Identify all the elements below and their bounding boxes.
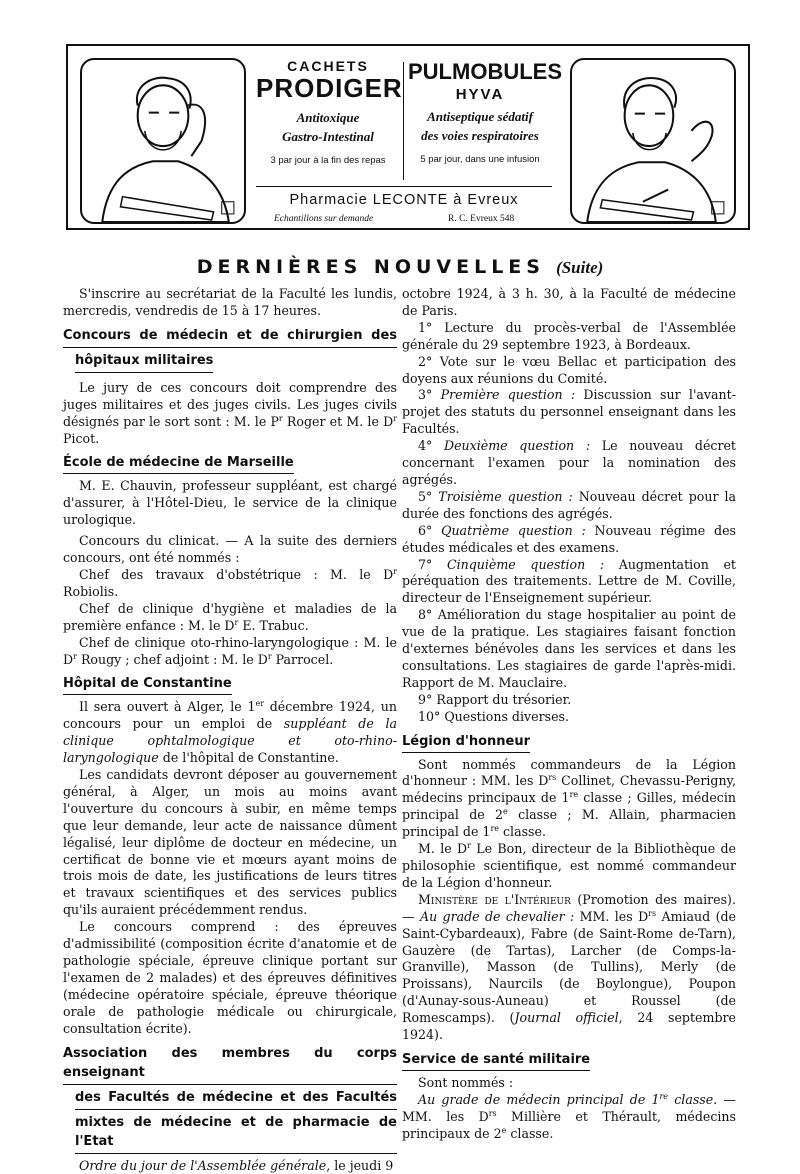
heading-marseille: École de médecine de Marseille xyxy=(63,453,397,474)
pharmacy-name: Pharmacie LECONTE à Evreux xyxy=(289,192,519,208)
heading-constantine: Hôpital de Constantine xyxy=(63,674,397,695)
title-suite: (Suite) xyxy=(556,258,604,277)
ad-divider xyxy=(403,62,404,180)
item-3: 3° Première question : Discussion sur l'avant-projet des statuts du personnel enseignant dans les Facultés. xyxy=(402,387,736,437)
right-column xyxy=(402,286,736,1143)
ministere-paragraph: Ministère de l'Intérieur (Promotion des maires). — Au grade de chevalier : MM. les $D^{rs}$ Amiaud (de Saint-Cybardeaux), Fabre (de Saint-Rome de-Tarn), Gauzère (de Tartas), Larcher (de Comps-la-Granville), Masson (de Tullins), Merly (de Proissans), Naurcils (de Boylongue), Poupon (d'Aunay-sous-Auneau) et Roussel (de Romescamps). (Journal officiel, 24 septembre 1924). xyxy=(402,891,737,1043)
advertisement-banner xyxy=(66,44,750,230)
item-6: 6° Quatrième question : Nouveau régime des études médicales et des examens. xyxy=(402,522,736,555)
item-1: 1° Lecture du procès-verbal de l'Assemblée générale du 29 septembre 1923, à Bordeaux. xyxy=(402,319,736,352)
pulmobules-line2: des voies respiratoires xyxy=(421,128,539,143)
samples-note: Echantillons sur demande xyxy=(274,214,374,224)
left-column xyxy=(63,286,397,1174)
heading-sante: Service de santé militaire xyxy=(402,1050,736,1071)
legion-paragraph-1: Sont nommés commandeurs de la Légion d'honneur : MM. les $D^{rs}$ Collinet, Chevassu-Perigny, médecins principaux de 1re classe ; Gilles, médecin principal de 2e classe ; M. Allain, pharmacien principal de 1re classe. xyxy=(402,756,737,840)
candidats-paragraph: Les candidats devront déposer au gouvernement général, à Alger, un mois au moins avant l'ouverture du concours à subir, en même temps que leur demande, leur acte de naissance dûment légalisé, leur diplôme de docteur en médecine, un certificat de bonne vie et mœurs ayant moins de trois mois de date, les justifications de leurs titres et travaux scientifiques et des services publics qu'ils auraient précédemment rendus. xyxy=(63,767,397,918)
prodiger-line2: Gastro-Intestinal xyxy=(282,129,374,144)
doctor-illustration-icon xyxy=(82,60,244,222)
chef-orl: Chef de clinique oto-rhino-laryngologique : M. le $D^r$ Rougy ; chef adjoint : M. le $D^r$ Parrocel. xyxy=(63,634,397,667)
pulmobules-brand: PULMOBULES xyxy=(408,59,562,84)
pulmobules-dose: 5 par jour, dans une infusion xyxy=(420,154,540,165)
doctor-writing-illustration-icon xyxy=(572,60,734,222)
ordre-paragraph: Ordre du jour de l'Assemblée générale, le jeudi 9 xyxy=(79,1157,394,1173)
item-7: 7° Cinquième question : Augmentation et péréquation des traitements. Lettre de M. Coville, directeur de l'Enseignement supérieur. xyxy=(402,556,736,606)
ordre-continuation: octobre 1924, à 3 h. 30, à la Faculté de médecine de Paris. xyxy=(402,286,736,318)
doctor-portrait-left xyxy=(80,58,246,224)
prodiger-line1: Antitoxique xyxy=(296,110,360,125)
hyva-label: HYVA xyxy=(455,86,505,103)
title-main: DERNIÈRES NOUVELLES xyxy=(196,256,545,278)
prodiger-brand: PRODIGER xyxy=(256,73,403,103)
intro-paragraph: S'inscrire au secrétariat de la Faculté les lundis, mercredis, vendredis de 15 à 17 heures. xyxy=(63,286,397,318)
ad-center xyxy=(256,56,562,224)
item-5: 5° Troisième question : Nouveau décret pour la durée des fonctions des agrégés. xyxy=(402,488,736,521)
jury-paragraph: Le jury de ces concours doit comprendre des juges militaires et des juges civils. Les juges civils désignés par le sort sont : M. le $P^r$ Roger et M. le $D^r$ Picot. xyxy=(63,379,397,446)
constantine-paragraph: Il sera ouvert à Alger, le 1er décembre 1924, un concours pour un emploi de suppléant de la clinique ophtalmologique et oto-rhino-laryngologique de l'hôpital de Constantine. xyxy=(63,699,397,766)
doctor-portrait-right xyxy=(570,58,736,224)
cachets-label: CACHETS xyxy=(287,58,369,74)
chef-hygiene: Chef de clinique d'hygiène et maladies de la première enfance : M. le $D^r$ E. Trabuc. xyxy=(63,600,397,633)
ad-rule xyxy=(256,186,552,187)
rc-number: R. C. Evreux 548 xyxy=(448,214,515,224)
chef-obstetrique: Chef des travaux d'obstétrique : M. le $D^r$ Robiolis. xyxy=(63,566,397,599)
nommes-line: Sont nommés : xyxy=(418,1074,514,1090)
clinicat-paragraph: Concours du clinicat. — A la suite des derniers concours, ont été nommés : xyxy=(63,533,397,566)
item-8: 8° Amélioration du stage hospitalier au point de vue de la pratique. Les stagiaires faisant fonction d'externes bénévoles dans les services et dans les consultations. Les stagiaires de garde l'après-midi. Rapport de M. Mauclaire. xyxy=(402,607,736,690)
grade-paragraph: Au grade de médecin principal de 1re classe. — MM. les $D^{rs}$ Millière et Thérault, médecins principaux de 2e classe. xyxy=(402,1091,737,1141)
item-9: 9° Rapport du trésorier. xyxy=(418,691,572,707)
item-10: 10° Questions diverses. xyxy=(418,708,569,724)
heading-legion: Légion d'honneur xyxy=(402,732,736,753)
prodiger-block xyxy=(256,58,403,166)
heading-association: Association des membres du corps enseignant des Facultés de médecine et des Facultés mixtes de médecine et de pharmacie de l'Etat xyxy=(63,1044,397,1154)
comprend-paragraph: Le concours comprend : des épreuves d'admissibilité (composition écrite d'anatomie et de pathologie spéciale, épreuve clinique portant sur l'examen de 2 malades) et des épreuves définitives (médecine opératoire spéciale, épreuve théorique orale de pathologie médicale ou chirurgicale, consultation écrite). xyxy=(63,919,397,1036)
item-2: 2° Vote sur le vœu Bellac et participation des doyens aux réunions du Comité. xyxy=(402,353,736,386)
prodiger-dose: 3 par jour à la fin des repas xyxy=(270,155,386,166)
page-title xyxy=(0,256,800,278)
item-4: 4° Deuxième question : Le nouveau décret concernant l'examen pour la nomination des agrégés. xyxy=(402,438,736,487)
heading-concours: Concours de médecin et de chirurgien des hôpitaux militaires xyxy=(63,326,397,376)
pulmobules-block xyxy=(408,58,562,165)
chauvin-paragraph: M. E. Chauvin, professeur suppléant, est chargé d'assurer, à l'Hôtel-Dieu, le service de la clinique urologique. xyxy=(63,478,397,528)
pulmobules-line1: Antiseptique sédatif xyxy=(427,109,533,124)
legion-paragraph-2: M. le $D^r$ Le Bon, directeur de la Bibliothèque de philosophie scientifique, est nommé commandeur de la Légion d'honneur. xyxy=(402,840,737,890)
